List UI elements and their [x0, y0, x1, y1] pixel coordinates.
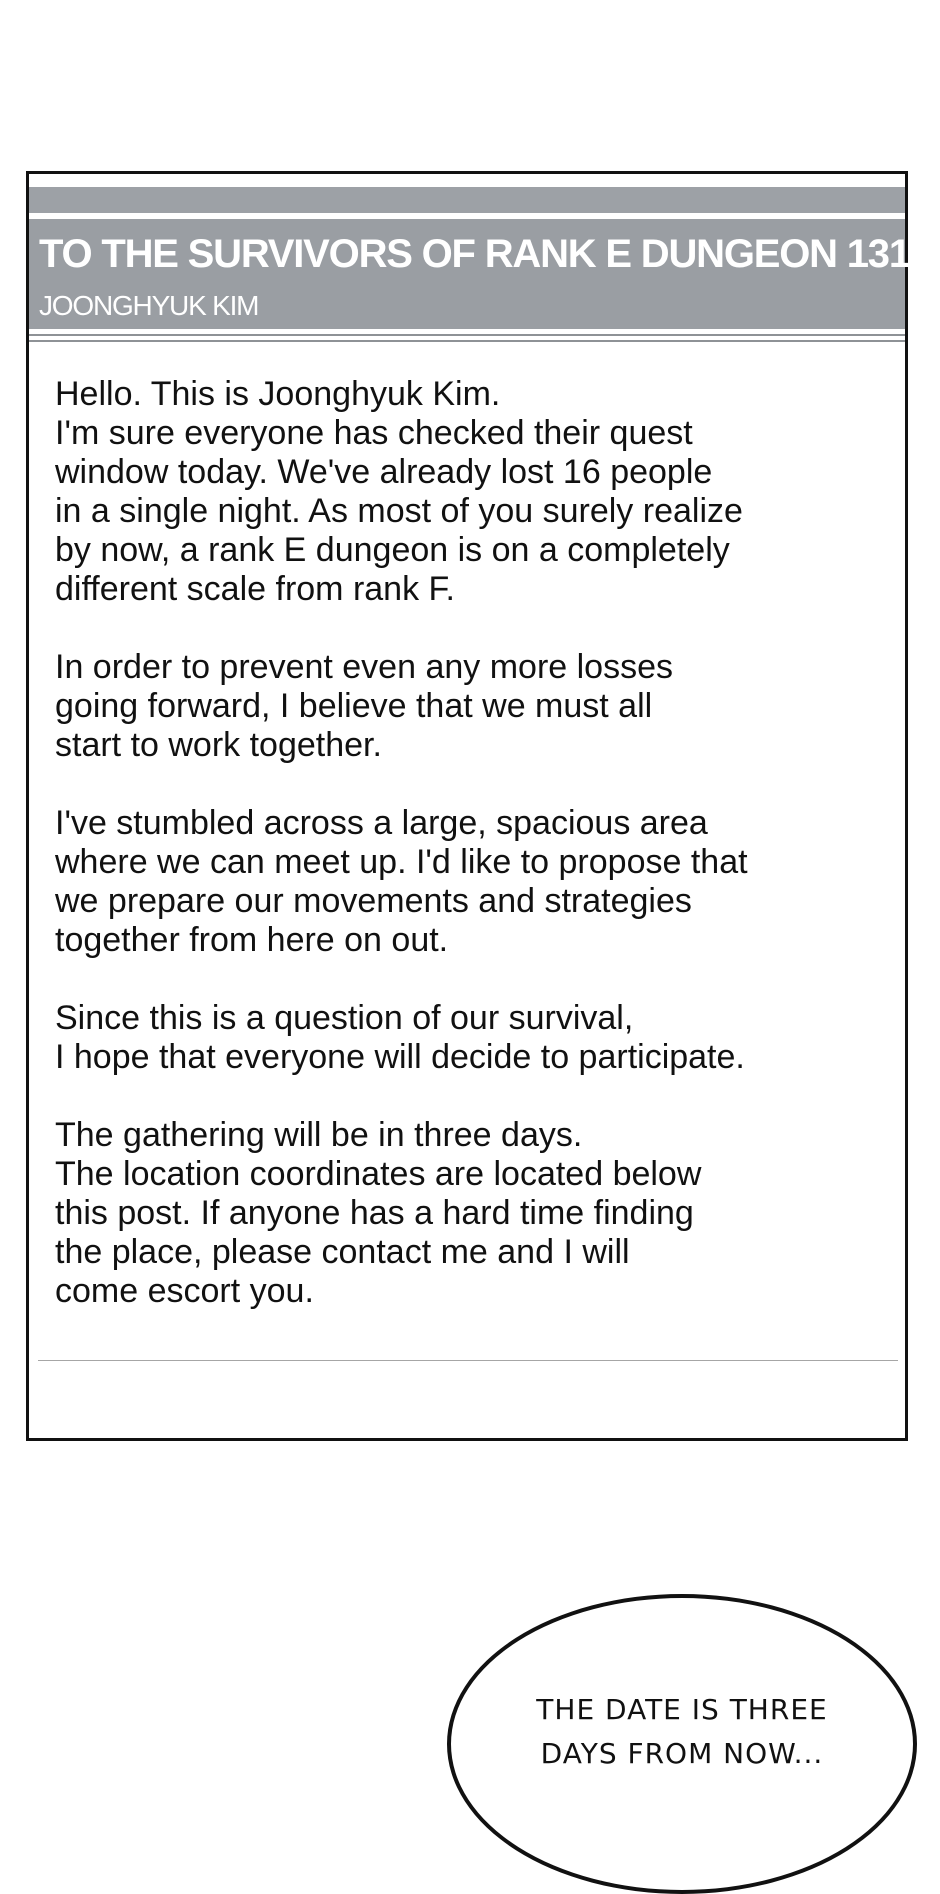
post-body-line: In order to prevent even any more losses: [55, 648, 673, 686]
header-top-strip: [29, 187, 905, 213]
post-footer-divider: [38, 1360, 898, 1361]
post-body-line: Hello. This is Joonghyuk Kim.: [55, 375, 501, 413]
post-body-line: this post. If anyone has a hard time finding: [55, 1194, 694, 1232]
post-body-line: going forward, I believe that we must all: [55, 687, 653, 725]
post-body-line: in a single night. As most of you surely realize: [55, 492, 743, 530]
post-body-line: I'm sure everyone has checked their quest: [55, 414, 693, 452]
speech-bubble-line: THE DATE IS THREE: [536, 1693, 828, 1726]
post-body-line: I've stumbled across a large, spacious area: [55, 804, 708, 842]
header-divider: [29, 334, 905, 336]
post-body: [55, 375, 885, 1350]
post-body-line: window today. We've already lost 16 people: [55, 453, 713, 491]
post-title: TO THE SURVIVORS OF RANK E DUNGEON 1313: [39, 232, 931, 276]
post-body-line: come escort you.: [55, 1272, 314, 1310]
post-body-line: where we can meet up. I'd like to propose that: [55, 843, 748, 881]
post-panel: [26, 171, 931, 1441]
post-body-line: Since this is a question of our survival,: [55, 999, 634, 1037]
post-paragraph: [55, 999, 885, 1077]
post-paragraph: [55, 804, 885, 960]
post-paragraph: [55, 375, 885, 609]
speech-bubble-text: [451, 1688, 913, 1776]
post-body-line: The gathering will be in three days.: [55, 1116, 583, 1154]
post-body-line: I hope that everyone will decide to participate.: [55, 1038, 745, 1076]
post-body-line: start to work together.: [55, 726, 382, 764]
post-body-line: different scale from rank F.: [55, 570, 455, 608]
speech-bubble: [447, 1594, 917, 1894]
post-paragraph: [55, 1116, 885, 1311]
post-body-line: we prepare our movements and strategies: [55, 882, 692, 920]
speech-bubble-line: DAYS FROM NOW...: [540, 1737, 824, 1770]
post-body-line: by now, a rank E dungeon is on a completely: [55, 531, 730, 569]
post-body-line: The location coordinates are located below: [55, 1155, 702, 1193]
post-author: JOONGHYUK KIM: [39, 290, 259, 321]
post-paragraph: [55, 648, 885, 765]
post-body-line: together from here on out.: [55, 921, 449, 959]
post-body-line: the place, please contact me and I will: [55, 1233, 630, 1271]
header-divider: [29, 340, 905, 342]
